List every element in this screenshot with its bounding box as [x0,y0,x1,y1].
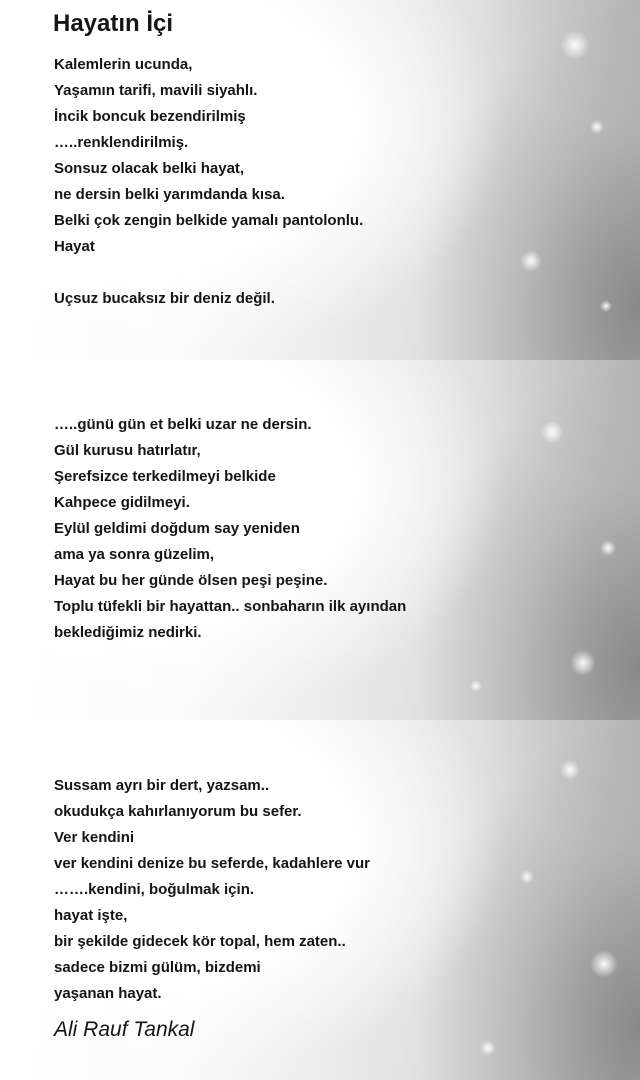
poem-line: Hayat [54,238,95,255]
poem-panel-1 [0,0,640,360]
poem-line: …….kendini, boğulmak için. [54,881,255,898]
poem-line: ne dersin belki yarımdanda kısa. [54,186,285,203]
bokeh-light [480,1040,496,1056]
poem-author: Ali Rauf Tankal [54,1018,195,1041]
poem-line: Yaşamın tarifi, mavili siyahlı. [54,82,258,99]
poem-line: hayat işte, [54,907,128,924]
poem-line: Kahpece gidilmeyi. [54,494,190,511]
poem-line: Ver kendini [54,829,135,846]
poem-line: ver kendini denize bu seferde, kadahlere vur [54,855,370,872]
bokeh-light [570,650,596,676]
poem-panel-3 [0,720,640,1080]
poem-line: …..renklendirilmiş. [54,134,189,151]
poem-line: sadece bizmi gülüm, bizdemi [54,959,261,976]
poem-line: Toplu tüfekli bir hayattan.. sonbaharın ilk ayından [54,598,407,615]
poem-line: okudukça kahırlanıyorum bu sefer. [54,803,302,820]
bokeh-light [470,680,482,692]
poem-line: beklediğimiz nedirki. [54,624,202,641]
poem-line: İncik boncuk bezendirilmiş [54,108,246,125]
stanza-1 [54,52,620,312]
poem-line: ama ya sonra güzelim, [54,546,215,563]
stanza-4 [54,773,620,1007]
poem-title: Hayatın İçi [53,10,174,37]
poem-line: Uçsuz bucaksız bir deniz değil. [54,290,275,307]
poem-line: Sonsuz olacak belki hayat, [54,160,245,177]
poem-line: Hayat bu her günde ölsen peşi peşine. [54,572,328,589]
poem-line: Belki çok zengin belkide yamalı pantolonlu. [54,212,364,229]
poem-line: yaşanan hayat. [54,985,162,1002]
poem-line: Şerefsizce terkedilmeyi belkide [54,468,276,485]
poem-panel-2 [0,360,640,720]
poem-line: Sussam ayrı bir dert, yazsam.. [54,777,270,794]
poem-line: Gül kurusu hatırlatır, [54,442,201,459]
poem-line: …..günü gün et belki uzar ne dersin. [54,416,312,433]
stanza-gap [54,260,620,286]
poem-line: Kalemlerin ucunda, [54,56,193,73]
stanza-3 [54,412,620,646]
poem-line: bir şekilde gidecek kör topal, hem zaten.. [54,933,346,950]
poem-line: Eylül geldimi doğdum say yeniden [54,520,300,537]
